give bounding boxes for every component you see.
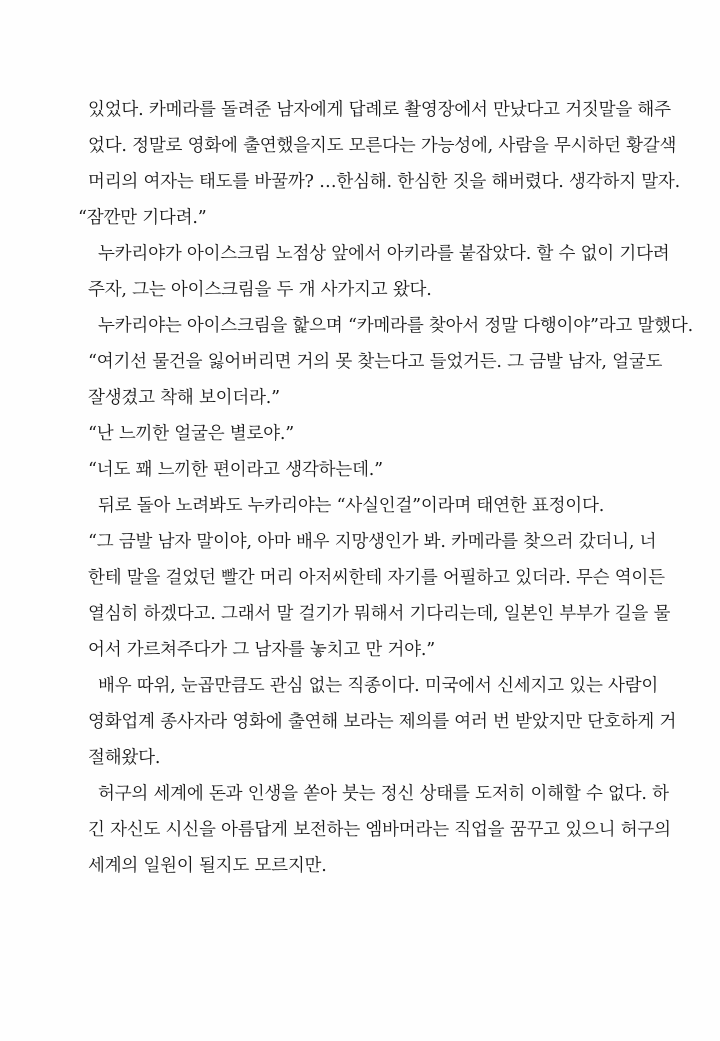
text-line-1: 있었다. 카메라를 돌려준 남자에게 답례로 촬영장에서 만났다고 거짓말을 해주 bbox=[88, 100, 671, 120]
text-line-10: “난 느끼한 얼굴은 별로야.” bbox=[88, 424, 294, 444]
text-line-19: 절해왔다. bbox=[88, 748, 161, 768]
text-line-18: 영화업계 종사자라 영화에 출연해 보라는 제의를 여러 번 받았지만 단호하게 거 bbox=[88, 712, 677, 732]
text-line-14: 한테 말을 걸었던 빨간 머리 아저씨한테 자기를 어필하고 있더라. 무슨 역이든 bbox=[88, 568, 665, 588]
text-line-11: “너도 꽤 느끼한 편이라고 생각하는데.” bbox=[88, 460, 383, 480]
text-line-15: 열심히 하겠다고. 그래서 말 걸기가 뭐해서 기다리는데, 일본인 부부가 길을 물 bbox=[88, 604, 671, 624]
text-line-3: 머리의 여자는 태도를 바꿀까? …한심해. 한심한 짓을 해버렸다. 생각하지 말자. bbox=[88, 172, 680, 192]
text-line-12: 뒤로 돌아 노려봐도 누카리야는 “사실인걸”이라며 태연한 표정이다. bbox=[98, 496, 605, 516]
text-line-22: 세계의 일원이 될지도 모르지만. bbox=[88, 856, 327, 876]
text-line-13: “그 금발 남자 말이야, 아마 배우 지망생인가 봐. 카메라를 찾으러 갔더니, 너 bbox=[88, 532, 657, 552]
text-line-21: 긴 자신도 시신을 아름답게 보전하는 엠바머라는 직업을 꿈꾸고 있으니 허구의 bbox=[88, 820, 671, 840]
text-line-6: 주자, 그는 아이스크림을 두 개 사가지고 왔다. bbox=[88, 280, 432, 300]
text-line-4: “잠깐만 기다려.” bbox=[78, 208, 207, 228]
text-line-2: 었다. 정말로 영화에 출연했을지도 모른다는 가능성에, 사람을 무시하던 황갈색 bbox=[88, 136, 677, 156]
text-line-7: 누카리야는 아이스크림을 핥으며 “카메라를 찾아서 정말 다행이야”라고 말했다. bbox=[98, 316, 693, 336]
text-line-20: 허구의 세계에 돈과 인생을 쏟아 붓는 정신 상태를 도저히 이해할 수 없다. 하 bbox=[98, 784, 669, 804]
text-line-16: 어서 가르쳐주다가 그 남자를 놓치고 만 거야.” bbox=[88, 640, 435, 660]
text-line-5: 누카리야가 아이스크림 노점상 앞에서 아키라를 붙잡았다. 할 수 없이 기다려 bbox=[98, 244, 670, 264]
text-line-8: “여기선 물건을 잃어버리면 거의 못 찾는다고 들었거든. 그 금발 남자, 얼굴도 bbox=[88, 352, 663, 372]
text-line-9: 잘생겼고 착해 보이더라.” bbox=[88, 388, 280, 408]
text-line-17: 배우 따위, 눈곱만큼도 관심 없는 직종이다. 미국에서 신세지고 있는 사람이 bbox=[98, 676, 659, 696]
